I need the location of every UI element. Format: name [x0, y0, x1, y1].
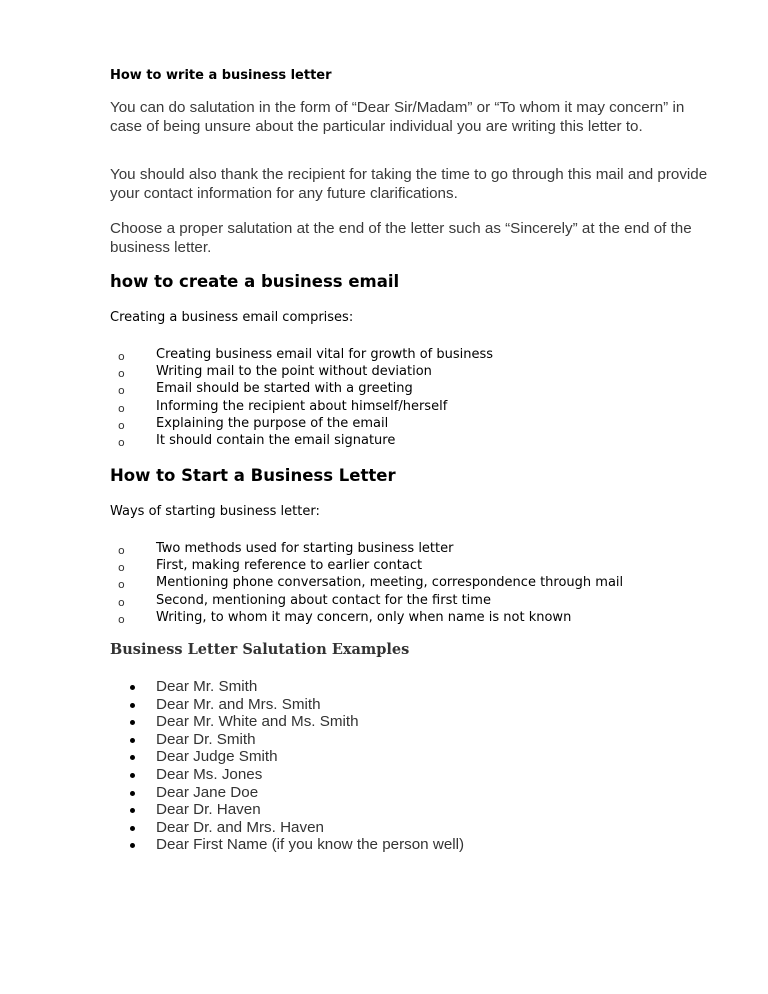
section2-heading: how to create a business email [110, 272, 400, 291]
open-circle-bullet-icon: o [118, 561, 125, 575]
filled-bullet-icon [130, 808, 135, 813]
open-circle-bullet-icon: o [118, 384, 125, 398]
section4-heading: Business Letter Salutation Examples [110, 641, 410, 658]
section1-heading: How to write a business letter [110, 68, 332, 83]
salutation-examples-list [110, 678, 464, 854]
section2-lead: Creating a business email comprises: [110, 310, 354, 325]
list-item: Dear Mr. White and Ms. Smith [110, 713, 464, 731]
open-circle-bullet-icon: o [118, 544, 125, 557]
filled-bullet-icon [130, 755, 135, 760]
open-circle-bullet-icon: o [118, 612, 125, 626]
filled-bullet-icon [130, 791, 135, 796]
list-item: o Writing, to whom it may concern, only when name is not known [110, 609, 623, 626]
list-item: Dear Mr. Smith [110, 678, 464, 696]
section3-lead: Ways of starting business letter: [110, 504, 320, 519]
list-item: o Email should be started with a greeting [110, 380, 493, 397]
section1-paragraph-3: Choose a proper salutation at the end of the letter such as “Sincerely” at the end of the business letter. [110, 220, 692, 256]
list-item: o First, making reference to earlier contact [110, 557, 623, 574]
filled-bullet-icon [130, 703, 135, 708]
list-item: Dear Judge Smith [110, 748, 464, 766]
filled-bullet-icon [130, 685, 135, 690]
list-item: Dear Jane Doe [110, 784, 464, 802]
list-item: o Second, mentioning about contact for the first time [110, 592, 623, 609]
list-item: Dear First Name (if you know the person well) [110, 836, 464, 854]
open-circle-bullet-icon: o [118, 578, 125, 592]
filled-bullet-icon [130, 738, 135, 743]
list-item: Dear Dr. Haven [110, 801, 464, 819]
open-circle-bullet-icon: o [118, 436, 125, 450]
list-item: Dear Ms. Jones [110, 766, 464, 784]
list-item: o It should contain the email signature [110, 432, 493, 449]
open-circle-bullet-icon: o [118, 350, 125, 363]
filled-bullet-icon [130, 773, 135, 778]
section3-heading: How to Start a Business Letter [110, 466, 396, 485]
list-item: Dear Mr. and Mrs. Smith [110, 696, 464, 714]
filled-bullet-icon [130, 720, 135, 725]
filled-bullet-icon [130, 843, 135, 848]
section2-list [110, 346, 493, 449]
open-circle-bullet-icon: o [118, 367, 125, 381]
list-item: o Writing mail to the point without deviation [110, 363, 493, 380]
list-item: o Creating business email vital for growth of business [110, 346, 493, 363]
filled-bullet-icon [130, 826, 135, 831]
section1-paragraph-2: You should also thank the recipient for taking the time to go through this mail and provide your contact information for any future clarifications. [110, 166, 708, 202]
list-item: Dear Dr. Smith [110, 731, 464, 749]
section3-list [110, 540, 623, 626]
open-circle-bullet-icon: o [118, 401, 125, 415]
list-item: Dear Dr. and Mrs. Haven [110, 819, 464, 837]
open-circle-bullet-icon: o [118, 595, 125, 609]
list-item: o Informing the recipient about himself/herself [110, 398, 493, 415]
list-item: o Mentioning phone conversation, meeting, correspondence through mail [110, 574, 623, 591]
list-item: o Explaining the purpose of the email [110, 415, 493, 432]
section1-paragraph-1: You can do salutation in the form of “Dear Sir/Madam” or “To whom it may concern” in case of being unsure about the particular individual you are writing this letter to. [110, 99, 685, 135]
open-circle-bullet-icon: o [118, 418, 125, 432]
list-item: o Two methods used for starting business letter [110, 540, 623, 557]
